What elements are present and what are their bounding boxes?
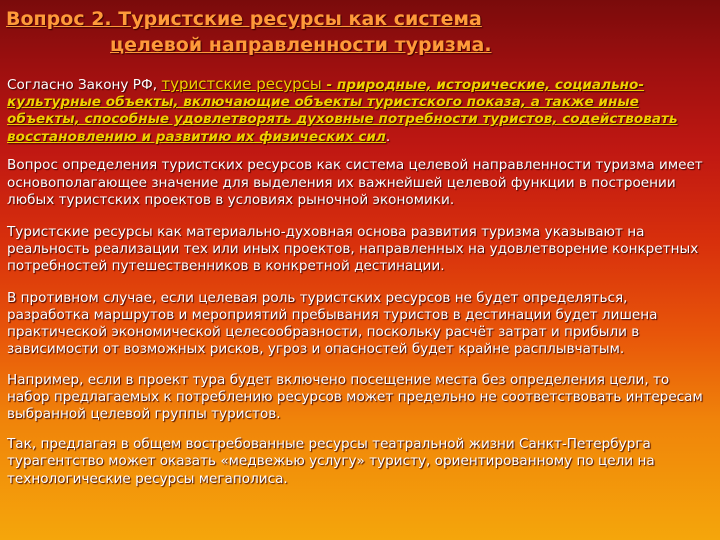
- definition-dash: -: [326, 77, 337, 93]
- title-line-1: Вопрос 2. Туристские ресурсы как система: [6, 8, 482, 30]
- defined-term: туристские ресурсы: [161, 75, 327, 93]
- definition-end: .: [385, 128, 391, 145]
- definition-text: природные, исторические, социально-культурные объекты, включающие объекты туристского показа, а также иные объекты, способные удовлетворять духовные потребности туристов, содействовать восстановлению и развитию их физических сил: [7, 77, 678, 145]
- title-line-2: целевой направленности туризма.: [110, 34, 492, 56]
- slide-title: [6, 6, 706, 58]
- paragraph-basis: Туристские ресурсы как материально-духовная основа развития туризма указывают на реальность реализации тех или иных проектов, направленных на удовлетворение конкретных потребностей путешественников в конкретной дестинации.: [7, 223, 699, 275]
- paragraph-theatre: Так, предлагая в общем востребованные ресурсы театральной жизни Санкт-Петербурга турагентство может оказать «медвежью услугу» туристу, ориентированному по цели на технологические ресурсы мегаполиса.: [7, 436, 655, 487]
- paragraph-otherwise: В противном случае, если целевая роль туристских ресурсов не будет определяться, разработка маршрутов и мероприятий пребывания туристов в дестинации будет лишена практической экономической целесообразности, поскольку расчёт затрат и прибыли в зависимости от возможных рисков, угроз и опасностей будет крайне расплывчатым.: [7, 289, 658, 358]
- slide-body: [7, 76, 713, 502]
- paragraph-example: Например, если в проект тура будет включено посещение места без определения цели, то набор предлагаемых к потреблению ресурсов может предельно не соответствовать интересам выбранной целевой группы туристов.: [7, 371, 703, 423]
- law-definition-paragraph: [7, 76, 713, 146]
- definition-prefix: Согласно Закону РФ,: [7, 77, 162, 93]
- paragraph-importance: Вопрос определения туристских ресурсов как система целевой направленности туризма имеет основополагающее значение для выделения их важнейшей целевой функции в построении любых туристских проектов в условиях рыночной экономики.: [7, 157, 703, 208]
